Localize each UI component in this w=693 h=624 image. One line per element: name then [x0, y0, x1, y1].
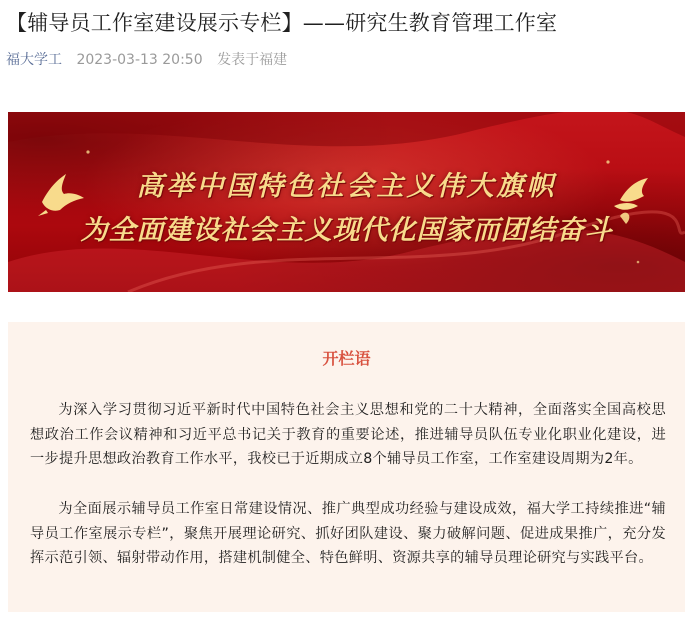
banner-slogan-line2: 为全面建设社会主义现代化国家而团结奋斗	[80, 215, 613, 246]
publish-datetime: 2023-03-13 20:50	[76, 52, 203, 68]
intro-heading: 开栏语	[322, 349, 371, 368]
column-intro-box	[8, 322, 685, 612]
publish-location: 发表于福建	[217, 52, 288, 68]
slogan-banner-image	[8, 112, 685, 292]
intro-paragraph-2: 为全面展示辅导员工作室日常建设情况、推广典型成功经验与建设成效，福大学工持续推进“辅导员工作室展示专栏”，聚焦开展理论研究、抓好团队建设、聚力破解问题、促进成果推广，充分发挥示范引领、辐射带动作用，搭建机制健全、特色鲜明、资源共享的辅导员理论研究与实践平台。	[30, 501, 666, 566]
article-meta	[6, 50, 287, 70]
intro-paragraph-1: 为深入学习贯彻习近平新时代中国特色社会主义思想和党的二十大精神，全面落实全国高校思想政治工作会议精神和习近平总书记关于教育的重要论述，推进辅导员队伍专业化职业化建设，进一步提升思想政治教育工作水平，我校已于近期成立8个辅导员工作室，工作室建设周期为2年。	[30, 402, 666, 467]
author-link[interactable]: 福大学工	[6, 52, 62, 68]
banner-slogan-line1: 高举中国特色社会主义伟大旗帜	[136, 171, 557, 202]
article-title: 【辅导员工作室建设展示专栏】——研究生教育管理工作室	[6, 11, 558, 35]
